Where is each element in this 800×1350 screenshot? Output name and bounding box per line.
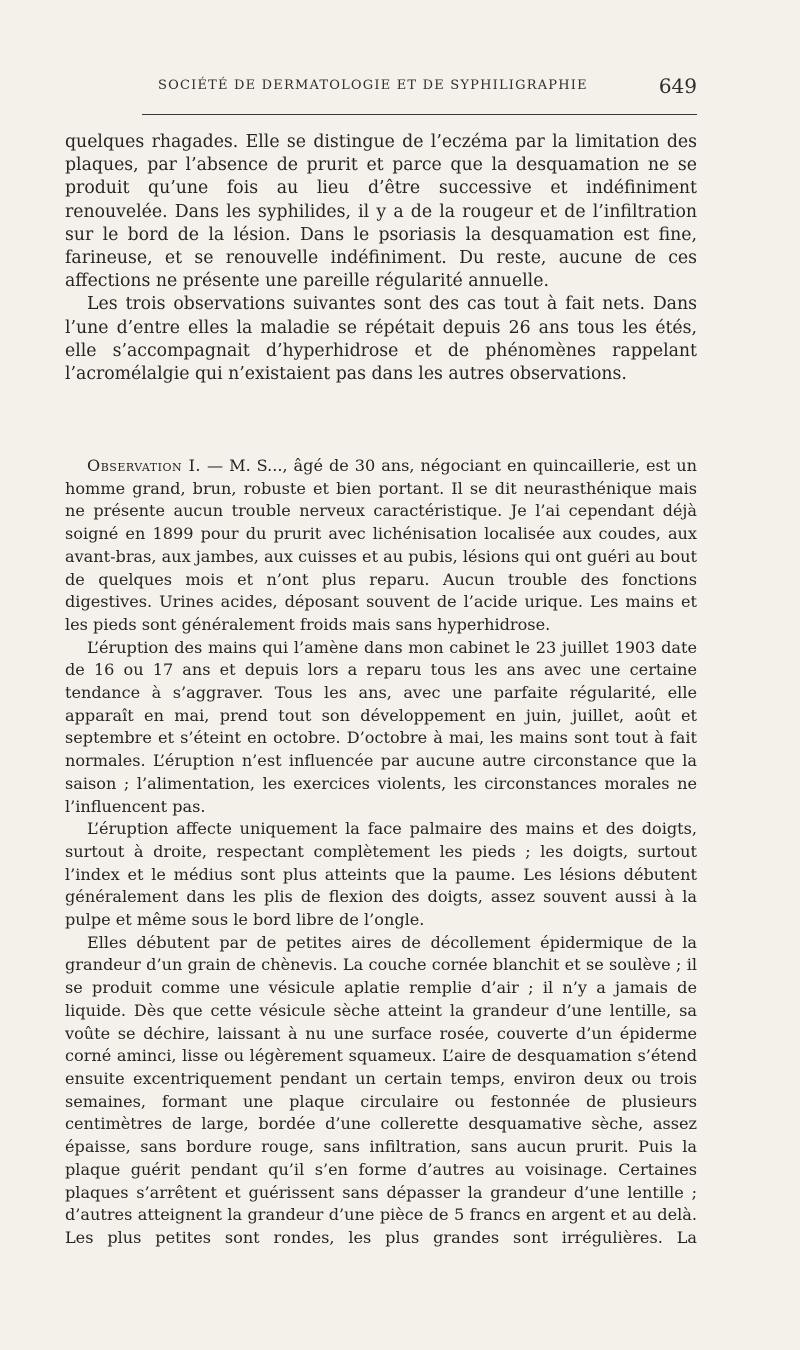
observation-block — [65, 455, 697, 1250]
page-header — [65, 76, 697, 100]
observation-paragraph-2: L’éruption des mains qui l’amène dans mon cabinet le 23 juillet 1903 date de 16 ou 17 ans et depuis lors a reparu tous les ans avec une certaine tendance à s’aggraver. Tous les ans, avec une parfaite régularité, elle apparaît en mai, prend tout son développement en juin, juillet, août et septembre et s’éteint en octobre. D’octobre à mai, les mains sont tout à fait normales. L’éruption n’est influencée par aucune autre circonstance que la saison ; l’alimentation, les exercices violents, les circonstances morales ne l’influencent pas. — [65, 637, 697, 816]
main-text — [65, 131, 697, 386]
paragraph-continuation: quelques rhagades. Elle se distingue de l’eczéma par la limitation des plaques, par l’absence de prurit et parce que la desquamation ne se produit qu’une fois au lieu d’être successive et indéfiniment renouvelée. Dans les syphilides, il y a de la rougeur et de l’infiltration sur le bord de la lésion. Dans le psoriasis la desquamation est fine, farineuse, et se renouvelle indéfiniment. Du reste, aucune de ces affections ne présente une pareille régularité annuelle. — [65, 132, 697, 292]
running-head: SOCIÉTÉ DE DERMATOLOGIE ET DE SYPHILIGRAPHIE — [158, 78, 588, 93]
observation-paragraph-4: Elles débutent par de petites aires de décollement épidermique de la grandeur d’un grain de chènevis. La couche cornée blanchit et se soulève ; il se produit comme une vésicule aplatie remplie d’air ; il n’y a jamais de liquide. Dès que cette vésicule sèche atteint la grandeur d’une lentille, sa voûte se déchire, laissant à nu une surface rosée, couverte d’un épiderme corné aminci, lisse ou légèrement squameux. L’aire de desquamation s’étend ensuite excentriquement pendant un certain temps, environ deux ou trois semaines, formant une plaque circulaire ou festonnée de plusieurs centimètres de large, bordée d’une collerette desquamative sèche, assez épaisse, sans bordure rouge, sans infiltration, sans aucun prurit. Puis la plaque guérit pendant qu’il s’en forme d’autres au voisinage. Certaines plaques s’arrêtent et guérissent sans dépasser la grandeur d’une lentille ; d’autres atteignent la grandeur d’une pièce de 5 francs en argent et au delà. Les plus petites sont rondes, les plus grandes sont irrégulières. La — [65, 932, 697, 1247]
observation-text: — M. S..., âgé de 30 ans, négociant en quincaillerie, est un homme grand, brun, robuste et bien portant. Il se dit neurasthénique mais ne présente aucun trouble nerveux caractéristique. Je l’ai cependant déjà soigné en 1899 pour du prurit avec lichénisation localisée aux coudes, aux avant-bras, aux jambes, aux cuisses et au pubis, lésions qui ont guéri au bout de quelques mois et n’ont plus reparu. Aucun trouble des fonctions digestives. Urines acides, déposant souvent de l’acide urique. Les mains et les pieds sont généralement froids mais sans hyperhidrose. — [65, 456, 697, 634]
header-rule — [142, 114, 697, 115]
observation-paragraph-3: L’éruption affecte uniquement la face palmaire des mains et des doigts, surtout à droite, respectant complètement les pieds ; les doigts, surtout l’index et le médius sont plus atteints que la paume. Les lésions débutent généralement dans les plis de flexion des doigts, assez souvent aussi à la pulpe et même sous le bord libre de l’ongle. — [65, 819, 697, 930]
page-number: 649 — [658, 74, 697, 98]
paragraph-intro-observations: Les trois observations suivantes sont des cas tout à fait nets. Dans l’une d’entre elles la maladie se répétait depuis 26 ans tous les étés, elle s’accompagnait d’hyperhidrose et de phénomènes rappelant l’acromélalgie qui n’existaient pas dans les autres observations. — [65, 294, 697, 385]
observation-label: Observation I. — [87, 456, 202, 475]
observation-paragraph-1 — [65, 455, 697, 637]
